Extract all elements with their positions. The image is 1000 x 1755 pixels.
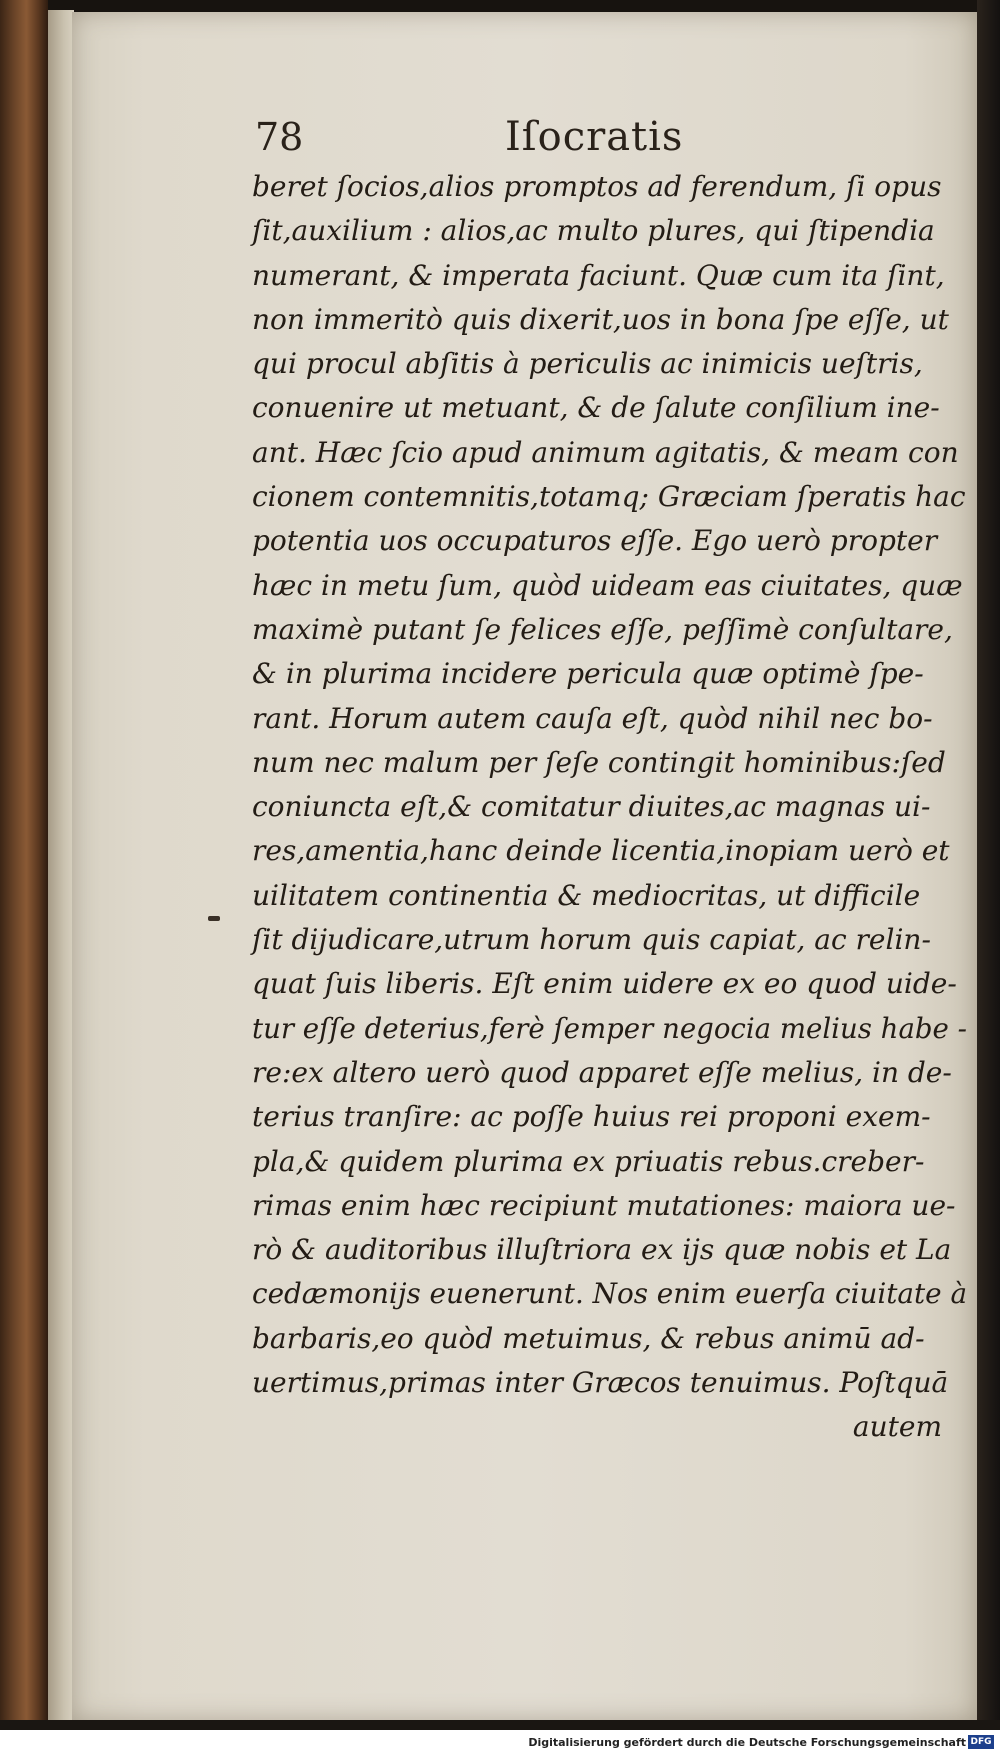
- text-line: quat ſuis liberis. Eſt enim uidere ex eo quod uide-: [252, 967, 957, 1001]
- dfg-logo: DFG: [968, 1735, 994, 1749]
- text-line: ſit,auxilium : alios,ac multo plures, qui ſtipendia: [252, 214, 935, 248]
- funding-credit: Digitalisierung gefördert durch die Deutsche Forschungsgemeinschaft: [528, 1736, 966, 1749]
- text-line: potentia uos occupaturos eſſe. Ego uerò propter: [252, 524, 938, 558]
- body-text: [252, 165, 968, 1450]
- page-gutter: [48, 10, 74, 1722]
- text-line: numerant, & imperata faciunt. Quæ cum ita ſint,: [252, 258, 945, 292]
- text-line: ſit dijudicare,utrum horum quis capiat, ac relin-: [252, 923, 931, 957]
- text-line: maximè putant ſe felices eſſe, peſſimè conſultare,: [252, 612, 953, 646]
- text-line: conuenire ut metuant, & de ſalute conſilium ine-: [252, 391, 940, 425]
- text-line: barbaris,eo quòd metuimus, & rebus animū ad-: [252, 1321, 925, 1355]
- text-line: & in plurima incidere pericula quæ optimè ſpe-: [252, 657, 924, 691]
- text-line: ant. Hæc ſcio apud animum agitatis, & meam con: [252, 435, 959, 469]
- text-line: cionem contemnitis,totamq; Græciam ſperatis hac: [252, 480, 966, 514]
- text-line: tur eſſe deterius,ferè ſemper negocia melius habe -: [252, 1011, 967, 1045]
- text-line: qui procul abſitis à periculis ac inimicis ueſtris,: [252, 347, 923, 381]
- text-line: re:ex altero uerò quod apparet eſſe melius, in de-: [252, 1055, 952, 1089]
- text-line: terius tranſire: ac poſſe huius rei proponi exem-: [252, 1100, 931, 1134]
- text-line: hæc in metu ſum, quòd uideam eas ciuitates, quæ: [252, 568, 963, 602]
- book-spine-edge: [0, 0, 48, 1725]
- text-line: coniuncta eſt,& comitatur diuites,ac magnas ui-: [252, 790, 931, 824]
- bottom-shadow-edge: [0, 1720, 1000, 1730]
- text-line: uertimus,primas inter Græcos tenuimus. Poſtquā: [252, 1366, 949, 1400]
- text-line: pla,& quidem plurima ex priuatis rebus.creber-: [252, 1144, 925, 1178]
- text-line: non immeritò quis dixerit,uos in bona ſpe eſſe, ut: [252, 302, 949, 336]
- text-line: num nec malum per ſeſe contingit hominibus:ſed: [252, 745, 946, 779]
- page-number: 78: [255, 115, 304, 159]
- text-line: cedæmonijs euenerunt. Nos enim euerſa ciuitate à: [252, 1277, 968, 1311]
- margin-dash-mark: [208, 916, 220, 921]
- text-line: rò & auditoribus illuſtriora ex ijs quæ nobis et La: [252, 1233, 952, 1267]
- page-header: [255, 112, 855, 162]
- right-shadow-edge: [977, 0, 1000, 1725]
- text-line: beret ſocios,alios promptos ad ferendum, ſi opus: [252, 170, 942, 203]
- text-line: autem: [852, 1410, 942, 1444]
- text-line: res,amentia,hanc deinde licentia,inopiam uerò et: [252, 834, 950, 868]
- running-title: Iſocratis: [505, 114, 684, 160]
- text-line: uilitatem continentia & mediocritas, ut difficile: [252, 878, 921, 912]
- text-line: rimas enim hæc recipiunt mutationes: maiora ue-: [252, 1188, 956, 1222]
- text-line: rant. Horum autem cauſa eſt, quòd nihil nec bo-: [252, 701, 933, 735]
